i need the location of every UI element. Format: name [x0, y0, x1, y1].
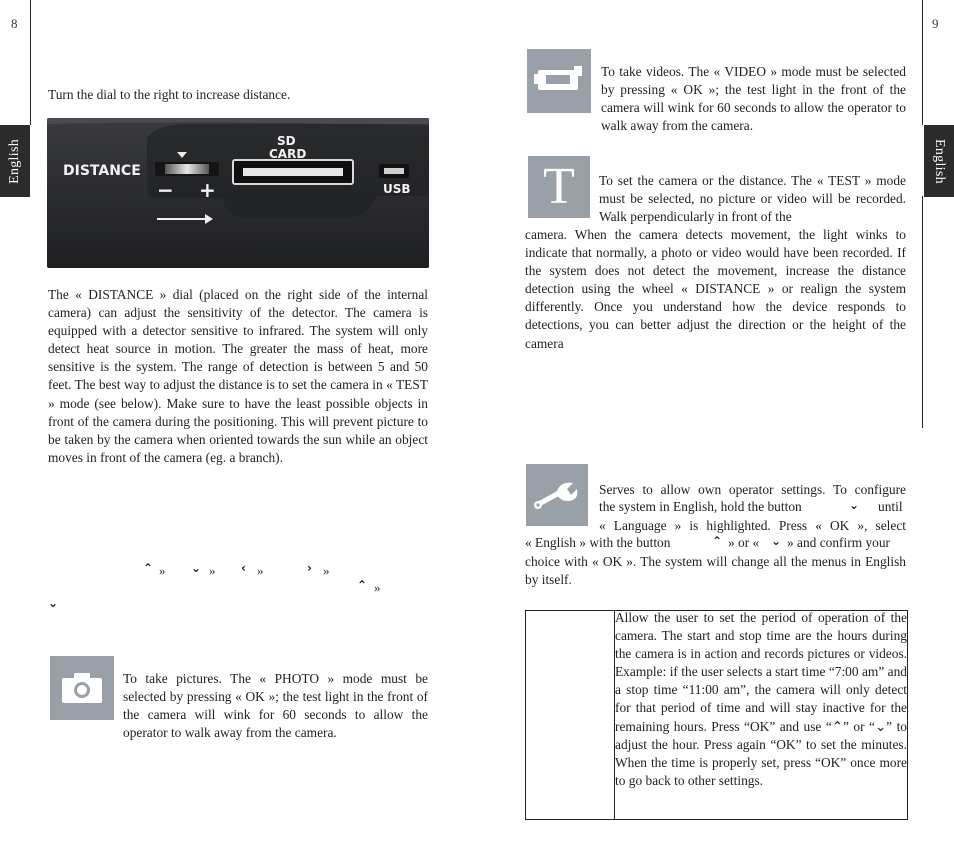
video-paragraph: To take videos. The « VIDEO » mode must be selected by pressing « OK »; the test light in the front of the camera will wink for 60 seconds to allow the operator to walk away from the camera.: [601, 64, 906, 134]
distance-paragraph: The « DISTANCE » dial (placed on the right side of the internal camera) can adjust the sensitivity of the detector. The camera is equipped with a detector sensitive to infrared. The system will only detect heat source in motion. The greater the mass of heat, more sensitive is the system. The range of detection is between 5 and 50 feet. The best way to adjust the distance is to set the camera in « TEST » mode (see below). Make sure to have the least possible objects in front of the camera during the positioning. This will prevent picture to be taken by the camera when oriented towards the sun while an object moves in front of the camera (eg. a branch).: [48, 287, 428, 465]
setup-line-3: « Language » is highlighted. Press « OK », select: [599, 518, 906, 533]
right-arrow-icon: ›: [307, 561, 312, 575]
down-arrow-icon: ⌄: [771, 534, 782, 548]
photo-mode-icon: [50, 656, 114, 720]
setup-line-4: [525, 535, 906, 553]
distance-label: DISTANCE: [63, 163, 141, 179]
up-arrow-icon: ⌃: [143, 561, 154, 575]
close-quote: »: [374, 580, 381, 595]
down-arrow-icon: ⌄: [849, 498, 860, 512]
right-margin-rule-lower: [922, 196, 923, 428]
sd-label-line1: SD: [277, 134, 296, 148]
close-quote: »: [323, 563, 330, 578]
setup-line-2: [599, 499, 906, 517]
language-tab-right: [924, 125, 954, 197]
down-arrow-icon: ⌄: [48, 596, 59, 610]
sd-label-line2: CARD: [269, 147, 307, 161]
video-mode-icon: [527, 49, 591, 113]
plus-sign: +: [199, 178, 216, 202]
up-arrow-icon: ⌃: [357, 578, 368, 592]
setup-line-4b: » or «: [728, 535, 760, 550]
nav-up-row: [357, 578, 397, 598]
setup-paragraph-rest: choice with « OK ». The system will change all the menus in English by itself.: [525, 554, 906, 588]
setup-line-1: Serves to allow own operator settings. To configure: [599, 482, 906, 497]
setup-line-2a: the system in English, hold the button: [599, 499, 802, 514]
up-arrow-icon: ⌃: [712, 534, 723, 548]
usb-label: USB: [383, 182, 411, 196]
settings-mode-icon: [526, 464, 588, 526]
operation-paragraph: Allow the user to set the period of operation of the camera. The start and stop time are the hours during the camera is in action and records pictures or videos. Example: if the user selects a start time “7:00 am” and a stop time “11:00 am”, the camera will only detect for that period of time and will stay inactive for the remaining hours. Press “OK” and use “⌃” or “⌄” to adjust the hour. Press again “OK” to set the minutes. When the time is properly set, press “OK” once more to go back to other settings.: [615, 610, 907, 788]
language-tab-left-label: English: [7, 138, 22, 184]
down-arrow-icon: ⌄: [191, 561, 202, 575]
close-quote: »: [257, 563, 264, 578]
close-quote: »: [159, 563, 166, 578]
left-arrow-icon: ‹: [241, 561, 246, 575]
page-number-right: 9: [932, 16, 939, 31]
right-margin-rule: [922, 0, 923, 125]
language-tab-right-label: English: [932, 138, 947, 184]
setup-line-4c: » and confirm your: [787, 535, 891, 550]
language-tab-left: [0, 125, 30, 197]
device-panel-image: [47, 118, 429, 268]
test-paragraph-first: To set the camera or the distance. The « TEST » mode must be selected, no picture or video will be recorded. Walk perpendicularly in front of the: [599, 173, 906, 225]
photo-paragraph: To take pictures. The « PHOTO » mode must be selected by pressing « OK »; the test light in the front of the camera will wink for 60 seconds to allow the operator to walk away from the camera.: [123, 671, 428, 741]
wrench-icon: [533, 475, 581, 515]
setup-line-4a: « English » with the button: [525, 535, 671, 550]
test-paragraph-rest: camera. When the camera detects movement, the light winks to indicate that normally, a photo or video would have been recorded. If the system does not detect the movement, increase the distance detection using the wheel « DISTANCE » or realign the system differently. Once you understand how the device responds to detections, you can better adjust the direction or the height of the camera: [525, 227, 906, 351]
device-panel-graphic: [47, 118, 429, 268]
setup-line-2b: until: [878, 499, 903, 514]
test-icon-letter: T: [543, 158, 575, 215]
page-number-left: 8: [11, 16, 18, 31]
minus-sign: −: [157, 178, 174, 202]
close-quote: »: [209, 563, 216, 578]
intro-text: Turn the dial to the right to increase distance.: [48, 87, 291, 102]
operation-time-table: [525, 610, 908, 820]
left-margin-rule: [30, 0, 31, 125]
test-mode-icon: [528, 156, 590, 218]
